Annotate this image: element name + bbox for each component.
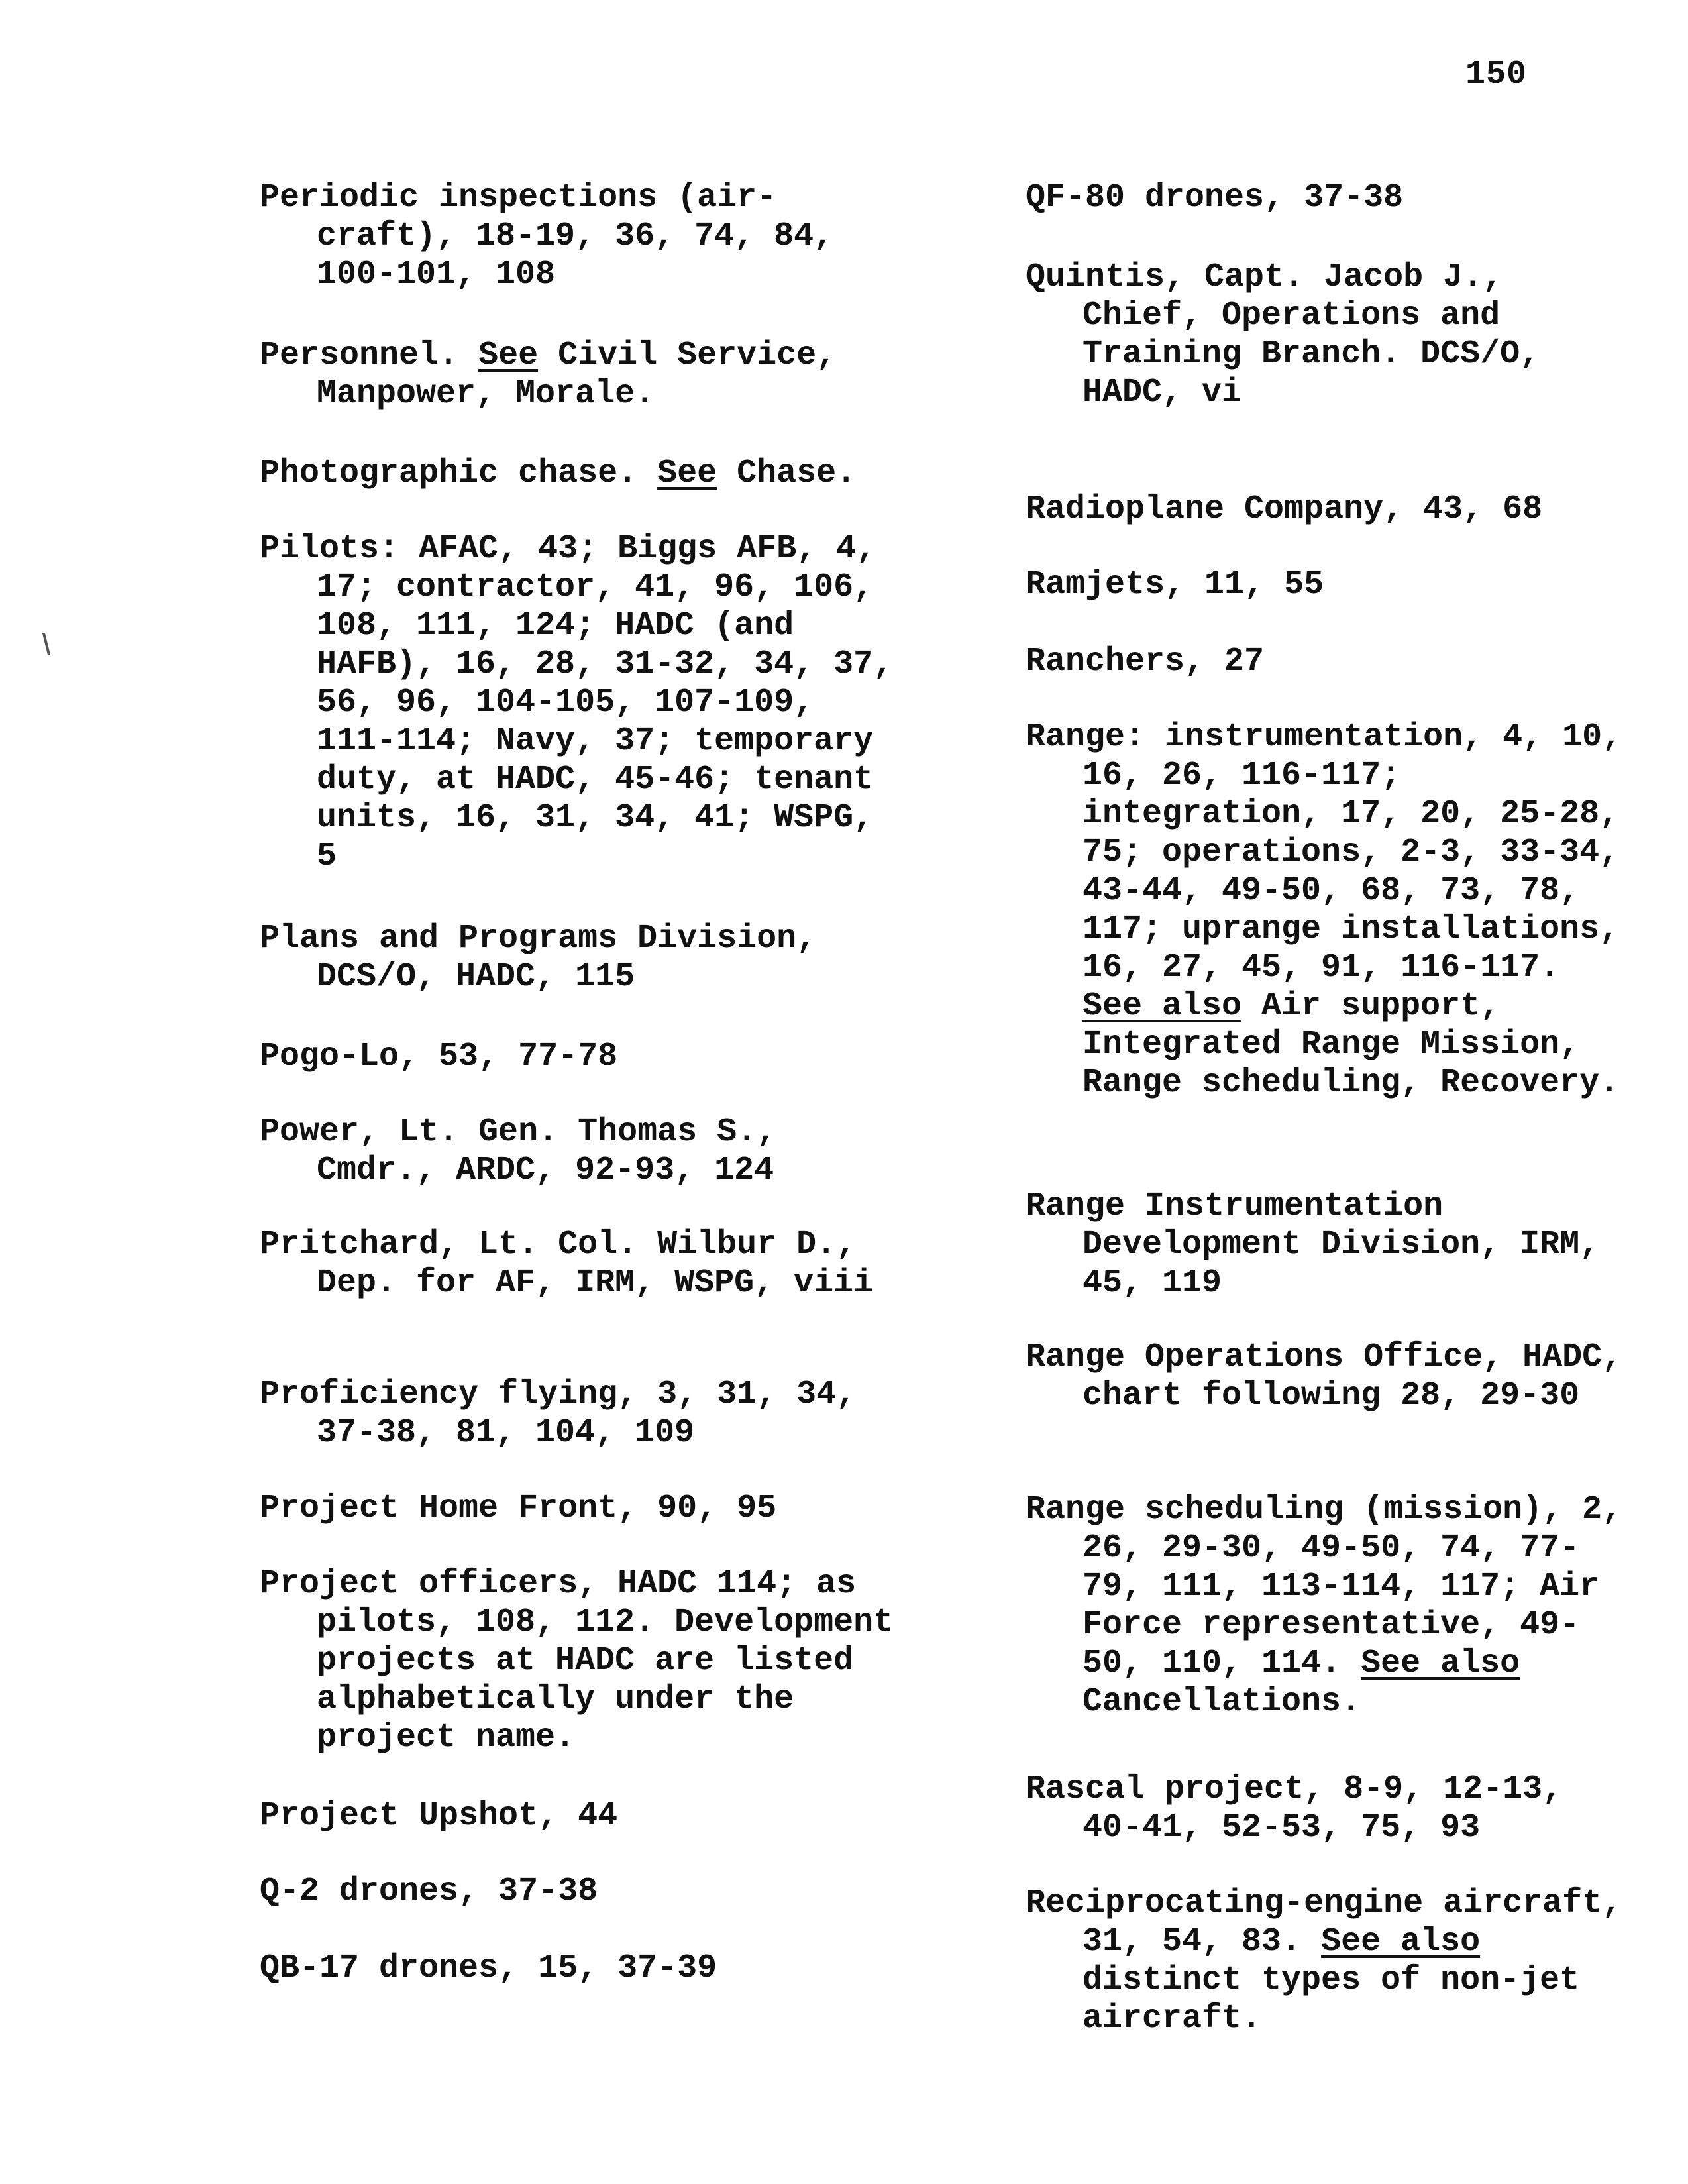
- index-entry: Project officers, HADC 114; as pilots, 108, 112. Development projects at HADC are listed alphabetically under the project name.: [260, 1565, 894, 1757]
- page-number: 150: [1465, 56, 1528, 93]
- index-entry: Reciprocating-engine aircraft, 31, 54, 83. See also distinct types of non-jet aircraft.: [1026, 1884, 1622, 2038]
- index-entry: Quintis, Capt. Jacob J., Chief, Operations and Training Branch. DCS/O, HADC, vi: [1026, 258, 1540, 411]
- index-entry: Range scheduling (mission), 2, 26, 29-30, 49-50, 74, 77-79, 111, 113-114, 117; Air Force representative, 49-50, 110, 114. See also Cancellations.: [1026, 1491, 1622, 1721]
- index-entry: QF-80 drones, 37-38: [1026, 179, 1404, 217]
- see-reference: See: [478, 337, 539, 374]
- index-entry: Proficiency flying, 3, 31, 34, 37-38, 81, 104, 109: [260, 1376, 857, 1452]
- scan-mark: [42, 633, 50, 655]
- see-reference: See also: [1361, 1645, 1520, 1682]
- index-entry: Ranchers, 27: [1026, 643, 1265, 681]
- index-entry: Project Home Front, 90, 95: [260, 1490, 777, 1527]
- index-entry: Power, Lt. Gen. Thomas S., Cmdr., ARDC, 92-93, 124: [260, 1113, 777, 1189]
- index-entry: Range Instrumentation Development Division, IRM, 45, 119: [1026, 1187, 1600, 1302]
- index-entry: Pritchard, Lt. Col. Wilbur D., Dep. for AF, IRM, WSPG, viii: [260, 1226, 874, 1302]
- index-entry: Radioplane Company, 43, 68: [1026, 490, 1543, 528]
- index-entry: Rascal project, 8-9, 12-13, 40-41, 52-53, 75, 93: [1026, 1771, 1563, 1847]
- index-entry: Pogo-Lo, 53, 77-78: [260, 1038, 618, 1075]
- index-entry: Photographic chase. See Chase.: [260, 455, 857, 492]
- see-reference: See also: [1321, 1923, 1481, 1961]
- index-entry: Range Operations Office, HADC, chart following 28, 29-30: [1026, 1338, 1622, 1415]
- index-entry: Periodic inspections (air-craft), 18-19, 36, 74, 84, 100-101, 108: [260, 179, 834, 294]
- see-reference: See: [657, 455, 717, 492]
- index-entry: Q-2 drones, 37-38: [260, 1873, 598, 1910]
- index-entry: Personnel. See Civil Service, Manpower, Morale.: [260, 337, 837, 413]
- index-entry: Ramjets, 11, 55: [1026, 566, 1324, 604]
- index-entry: Range: instrumentation, 4, 10, 16, 26, 116-117; integration, 17, 20, 25-28, 75; operations, 2-3, 33-34, 43-44, 49-50, 68, 73, 78, 117; uprange installations, 16, 27, 45, 91, 116-117. See also Air support, Integrated Range Mission, Range scheduling, Recovery.: [1026, 718, 1622, 1102]
- index-entry: Pilots: AFAC, 43; Biggs AFB, 4, 17; contractor, 41, 96, 106, 108, 111, 124; HADC (and HAFB), 16, 28, 31-32, 34, 37, 56, 96, 104-105, 107-109, 111-114; Navy, 37; temporary duty, at HADC, 45-46; tenant units, 16, 31, 34, 41; WSPG, 5: [260, 530, 894, 875]
- index-entry: Project Upshot, 44: [260, 1797, 618, 1835]
- index-entry: Plans and Programs Division, DCS/O, HADC, 115: [260, 920, 817, 996]
- index-entry: QB-17 drones, 15, 37-39: [260, 1949, 717, 1987]
- see-reference: See also: [1082, 987, 1242, 1025]
